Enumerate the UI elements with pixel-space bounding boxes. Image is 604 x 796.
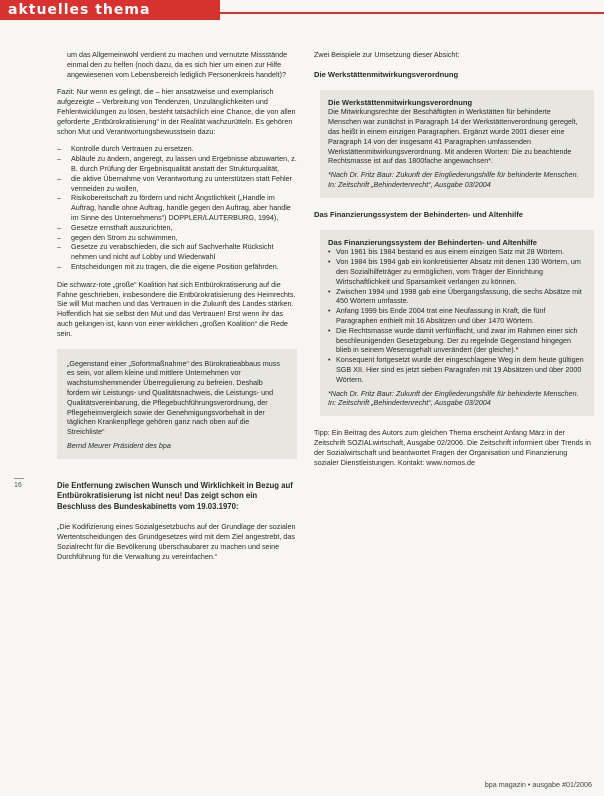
examples-intro: Zwei Beispiele zur Umsetzung dieser Absicht:	[314, 50, 460, 59]
list-item: – die aktive Übernahme von Verantwortung zu unterstützen statt Fehler vermeiden zu wollen,	[57, 174, 297, 194]
conclusion-paragraph: Fazit: Nur wenn es gelingt, die – hier ansatzweise und exemplarisch aufgezeigte – Verbreitung von Tendenzen, Unzulänglichkeiten und Fehlentwicklungen zu lösen, besteht tatsächlich eine Chance, die von allen geforderte „Entbürokratisierung“ in der Realität wachzurütteln. Es gehören schon Mut und Verantwortungsbewusstsein dazu:	[57, 87, 296, 136]
left-column	[57, 50, 297, 569]
decision-heading: Die Entfernung zwischen Wunsch und Wirklichkeit in Bezug auf Entbürokratisierung ist nicht neu! Das zeigt schon ein Beschluss des Bundeskabinetts vom 19.03.1970:	[57, 480, 293, 511]
decision-quote: „Die Kodifizierung eines Sozialgesetzbuchs auf der Grundlage der sozialen Wertentscheidungen des Grundgesetzes wird mit dem Ziel angestrebt, das Sozialrecht für die Bevölkerung überschaubarer zu machen und seine Durchführung für die Verwaltung zu vereinfachen.“	[57, 522, 296, 561]
financing-list	[328, 247, 584, 384]
gutter-rule	[14, 478, 24, 479]
list-item: – Gesetze ernsthaft auszurichten,	[57, 223, 297, 233]
box-title: Die Werkstättenmitwirkungsverordnung	[328, 97, 473, 107]
info-box-workshop	[320, 90, 594, 198]
footer-publication: bpa magazin • ausgabe #01/2006	[484, 780, 592, 789]
quote-box	[57, 349, 297, 459]
list-item: – Gesetze zu verabschieden, die sich auf Sachverhalte Rücksicht nehmen und nicht auf Lobby und Wiederwahl	[57, 242, 297, 262]
list-item: – Risikobereitschaft zu fördern und nicht Ängstlichkeit („Handle im Auftrag, handle ohne Auftrag, handle gegen den Auftrag, aber handle im Sinne des Unternehmens“) DOPPLER/LAUTERBURG, 1994),	[57, 193, 297, 222]
list-item: • Zwischen 1994 und 1998 gab eine Übergangsfassung, die sechs Absätze mit 450 Wörtern umfasste.	[328, 287, 584, 307]
intro-paragraph: um das Allgemeinwohl verdient zu machen und vernutzte Missstände einmal den zu helfen (noch dazu, da es sich hier um einen zur Hilfe angewiesenen vom Lebensbereich lediglich Personenkreis handelt)?	[67, 50, 288, 79]
quote-text: „Gegenstand einer „Sofortmaßnahme“ des Bürokratieabbaus muss es sein, vor allem kleine und mittlere Unternehmen vor wachstumshemmender Überregulierung zu befreien. Deshalb fordern wir Leistungs- und Qualitätsnachweis, die Leistungs- und Qualitätsvereinbarung, die Pflegebuchführungsverordnung, der Pflegeheimvergleich sowie der Genehmigungsvorbehalt in der täglichen Krankenpflege gehören ganz nach oben auf die Streichliste“	[67, 358, 280, 437]
section-header-bar	[0, 0, 220, 20]
demands-list	[57, 144, 297, 271]
info-box-financing	[320, 230, 594, 417]
box-footnote: *Nach Dr. Fritz Baur: Zukunft der Eingliederungshilfe für behinderte Menschen. In: Zeitschrift „Behindertenrecht“, Ausgabe 03/2004	[328, 388, 579, 408]
list-item: – Entscheidungen mit zu tragen, die die eigene Position gefährden.	[57, 262, 297, 272]
coalition-paragraph: Die schwarz-rote „große“ Koalition hat sich Entbürokratisierung auf die Fahne geschrieben, insbesondere die Entbürokratisierung des Heimrechts. Sie will Mut machen und das Vertrauen in die Zukunft des Landes stärken. Hoffentlich hat sie selbst den Mut und das Vertrauen! Erst wenn ihr das auch gelungen ist, kann von einer wirklichen „großen Koalition“ die Rede sein.	[57, 279, 296, 338]
header-rule	[220, 12, 604, 14]
list-item: – Kontrolle durch Vertrauen zu ersetzen.	[57, 144, 297, 154]
subheading-workshop: Die Werkstättenmitwirkungsverordnung	[314, 69, 459, 79]
list-item: – gegen den Strom zu schwimmen,	[57, 233, 297, 243]
subheading-financing: Das Finanzierungssystem der Behinderten- und Altenhilfe	[314, 209, 524, 219]
list-item: • Anfang 1999 bis Ende 2004 trat eine Neufassung in Kraft, die fünf Paragraphen enthielt mit 16 Absätzen und über 1470 Wörtern.	[328, 306, 584, 326]
right-column	[314, 50, 594, 475]
page-number: 16	[14, 482, 22, 489]
list-item: • Konsequent fortgesetzt wurde der eingeschlagene Weg in dem heute gültigen SGB XII. Hier sind es jetzt sieben Paragrafen mit 19 Absätzen und über 2000 Wörtern.	[328, 355, 584, 384]
list-item: • Die Rechtsmasse wurde damit verfünffacht, und zwar im Rahmen einer sich beschleunigenden Gesetzgebung. Der zu regelnde Gegenstand hingegen blieb in seinem Wesensgehalt unverändert (der gleiche).*	[328, 326, 584, 355]
tip-paragraph: Tipp: Ein Beitrag des Autors zum gleichen Thema erscheint Anfang März in der Zeitschrift SOZIALwirtschaft, Ausgabe 02/2006. Die Zeitschrift informiert über Trends in der Sozialwirtschaft und beantwortet Fragen der Organisation und Finanzierung sozialer Dienstleistungen. Kontakt: www.nomos.de	[314, 428, 591, 467]
list-item: • Von 1961 bis 1984 bestand es aus einem einzigen Satz mit 28 Wörtern.	[328, 247, 584, 257]
box-footnote: *Nach Dr. Fritz Baur: Zukunft der Eingliederungshilfe für behinderte Menschen. In: Zeitschrift „Behindertenrecht“, Ausgabe 03/2004	[328, 170, 579, 189]
box-title: Das Finanzierungssystem der Behinderten- und Altenhilfe	[328, 237, 538, 247]
box-body: Die Mitwirkungsrechte der Beschäftigten in Werkstätten für behinderte Menschen war zunächst in Paragraph 14 der Werkstättenverordnung geregelt, das heißt in einem einzigen Paragraphen. Ergänzt wurde 2001 dieser eine Paragraph 14 von der insgesamt 41 Paragraphen umfassenden Werkstättenmitwirkungsverordnung. Mit anderen Worten: Die zu beachtende Rechtsmasse ist auf das 1800fache angewachsen*.	[328, 107, 578, 166]
list-item: • Von 1984 bis 1994 gab ein konkretisierter Absatz mit denen 130 Wörtern, um den Sozialhilfeträger zu ermöglichen, vom Träger der Einrichtung Wirtschaftlichkeit und Sparsamkeit verlangen zu können.	[328, 257, 584, 286]
list-item: – Abläufe zu ändern, angeregt, zu lassen und Ergebnisse abzuwarten, z. B. durch Prüfung der Ergebnisqualität anstatt der Strukturqualität,	[57, 154, 297, 174]
quote-source: Bernd Meurer Präsident des bpa	[67, 440, 171, 450]
section-title: aktuelles thema	[8, 2, 151, 18]
